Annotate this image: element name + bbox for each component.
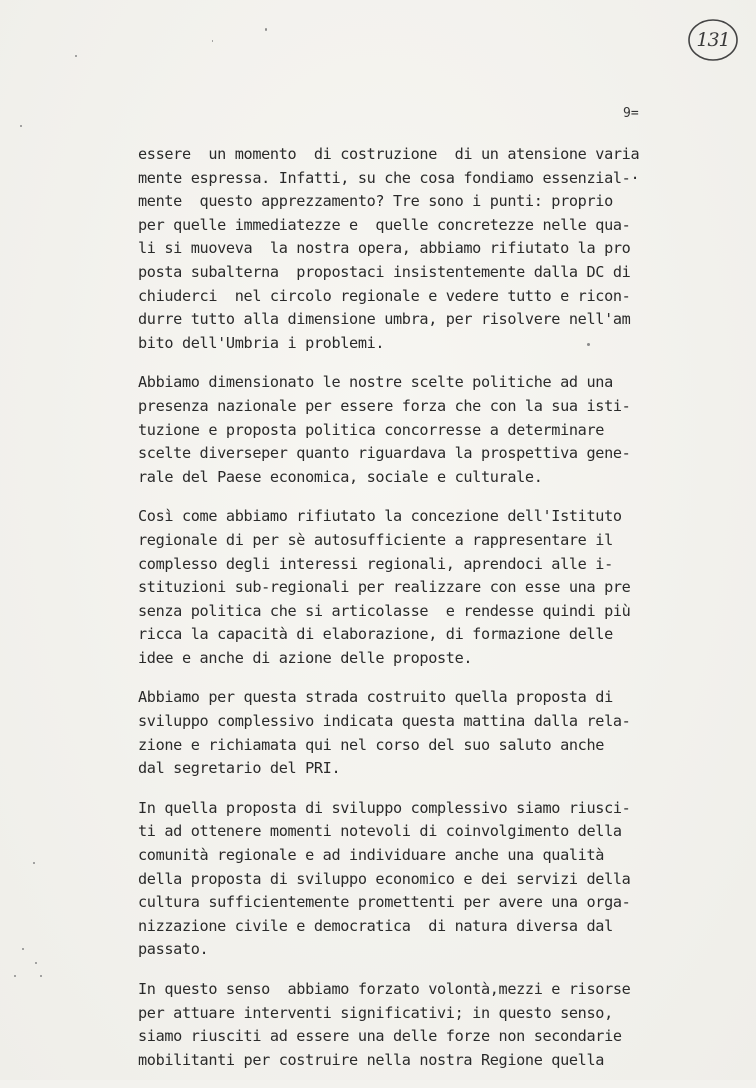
text-line: sviluppo complessivo indicata questa mattina dalla rela-	[138, 712, 631, 731]
text-line: complesso degli interessi regionali, aprendoci alle i-	[138, 554, 613, 573]
paragraph-2	[138, 371, 678, 489]
text-line: comunità regionale e ad individuare anche una qualità	[138, 846, 605, 865]
text-line: In quella proposta di sviluppo complessivo siamo riusci-	[138, 798, 631, 817]
scan-speck	[22, 948, 24, 950]
text-line: ti ad ottenere momenti notevoli di coinvolgimento della	[138, 822, 622, 841]
text-line: chiuderci nel circolo regionale e vedere tutto e ricon-	[138, 286, 631, 305]
text-line: Così come abbiamo rifiutato la concezione dell'Istituto	[138, 507, 622, 526]
scan-speck	[40, 975, 42, 977]
text-line: senza politica che si articolasse e rendesse quindi più	[138, 601, 631, 620]
text-line: scelte diverseper quanto riguardava la prospettiva gene-	[138, 444, 631, 463]
text-line: mente questo apprezzamento? Tre sono i punti: proprio	[138, 192, 613, 211]
text-line: zione e richiamata qui nel corso del suo saluto anche	[138, 735, 605, 754]
stamp-number: 131	[696, 29, 730, 51]
text-line: della proposta di sviluppo economico e dei servizi della	[138, 869, 631, 888]
scan-speck	[75, 55, 77, 57]
paragraph-4	[138, 686, 678, 780]
page-number: 9=	[623, 106, 639, 121]
text-line: siamo riusciti ad essere una delle forze non secondarie	[138, 1027, 622, 1046]
scan-speck	[265, 28, 267, 31]
text-line: per quelle immediatezze e quelle concretezze nelle qua-	[138, 215, 631, 234]
text-line: posta subalterna propostaci insistentemente dalla DC di	[138, 262, 631, 281]
text-line: idee e anche di azione delle proposte.	[138, 648, 473, 667]
paragraph-1	[138, 143, 678, 355]
scan-speck	[587, 343, 590, 346]
text-line: nizzazione civile e democratica di natura diversa dal	[138, 916, 613, 935]
text-line: durre tutto alla dimensione umbra, per risolvere nell'am	[138, 310, 631, 329]
archive-stamp	[687, 18, 739, 62]
text-line: bito dell'Umbria i problemi.	[138, 333, 385, 352]
scan-speck	[212, 40, 213, 42]
text-line: tuzione e proposta politica concorresse a determinare	[138, 420, 605, 439]
scan-speck	[33, 862, 35, 864]
text-line: li si muoveva la nostra opera, abbiamo rifiutato la pro	[138, 239, 631, 258]
text-line: ricca la capacità di elaborazione, di formazione delle	[138, 625, 613, 644]
text-line: essere un momento di costruzione di un atensione varia	[138, 145, 640, 163]
paragraph-6	[138, 978, 678, 1072]
text-line: Abbiamo dimensionato le nostre scelte politiche ad una	[138, 373, 613, 392]
text-line: rale del Paese economica, sociale e culturale.	[138, 467, 543, 486]
text-line: mente espressa. Infatti, su che cosa fondiamo essenzial-·	[138, 168, 640, 187]
text-line: regionale di per sè autosufficiente a rappresentare il	[138, 530, 613, 549]
scan-speck	[35, 962, 37, 964]
text-line: passato.	[138, 940, 209, 959]
text-line: In questo senso abbiamo forzato volontà,mezzi e risorse	[138, 980, 631, 998]
text-line: stituzioni sub-regionali per realizzare con esse una pre	[138, 578, 631, 597]
text-line: per attuare interventi significativi; in questo senso,	[138, 1003, 613, 1022]
paragraph-5	[138, 797, 678, 962]
text-line: cultura sufficientemente promettenti per avere una orga-	[138, 893, 631, 912]
body-text	[138, 143, 678, 1088]
scan-speck	[20, 125, 22, 127]
text-line: dal segretario del PRI.	[138, 759, 341, 778]
paragraph-3	[138, 505, 678, 670]
text-line: presenza nazionale per essere forza che con la sua isti-	[138, 396, 631, 415]
scan-speck	[14, 975, 16, 977]
text-line: Abbiamo per questa strada costruito quella proposta di	[138, 688, 613, 707]
text-line: mobilitanti per costruire nella nostra Regione quella	[138, 1050, 605, 1069]
